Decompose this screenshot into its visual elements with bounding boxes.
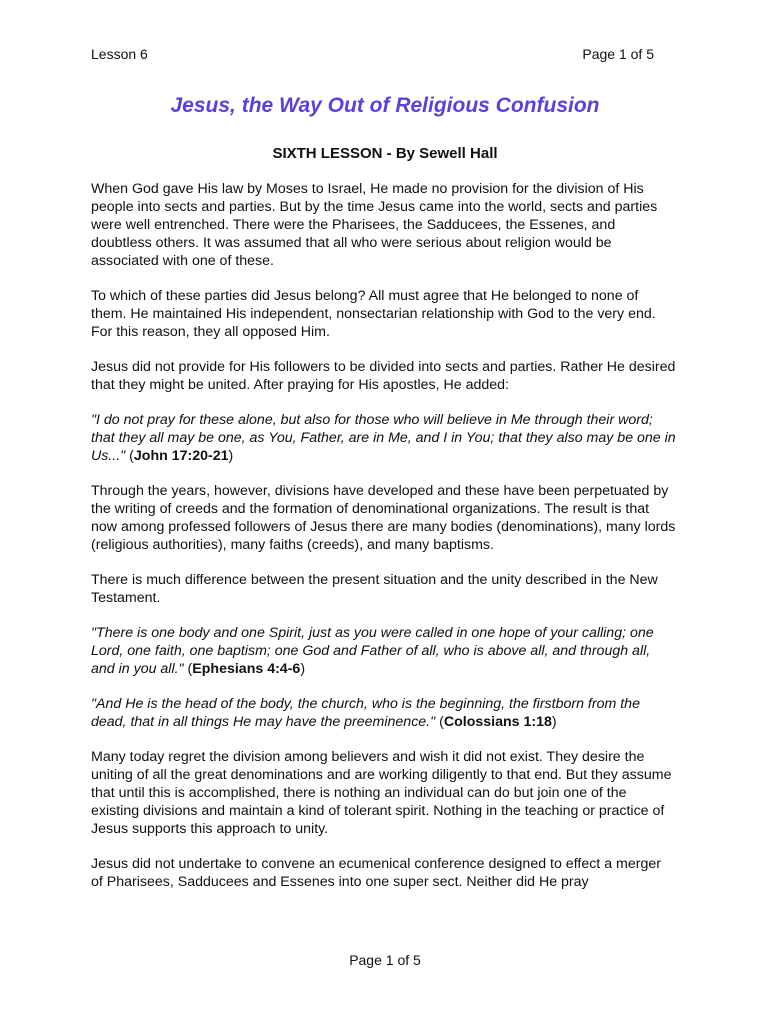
paragraph-6: Many today regret the division among believers and wish it did not exist. They desire the uniting of all the great denominations and are working diligently to that end. But they assume that until this is accomplished, there is nothing an individual can do but join one of the existing divisions and maintain a kind of tolerant spirit. Nothing in the teaching or practice of Jesus supports this approach to unity. — [91, 749, 672, 837]
paragraph-7: Jesus did not undertake to convene an ecumenical conference designed to effect a merger of Pharisees, Sadducees and Essenes into one super sect. Neither did He pray — [91, 856, 661, 890]
reference-text: Ephesians 4:4-6 — [192, 661, 301, 677]
scripture-reference: (Ephesians 4:4-6) — [187, 661, 306, 677]
paragraph-1: When God gave His law by Moses to Israel, He made no provision for the division of His people into sects and parties. But by the time Jesus came into the world, sects and parties were well entrenched. There were the Pharisees, the Sadducees, the Essenes, and doubtless others. It was assumed that all who were serious about religion would be associated with one of these. — [91, 181, 658, 269]
page-footer: Page 1 of 5 — [349, 952, 421, 968]
scripture-quote-3 — [91, 695, 676, 731]
paragraph-3: Jesus did not provide for His followers to be divided into sects and parties. Rather He desired that they might be united. After praying for His apostles, He added: — [91, 359, 676, 393]
document-subtitle: SIXTH LESSON - By Sewell Hall — [272, 145, 498, 162]
header-page-number: Page 1 of 5 — [582, 46, 654, 62]
quote-text: "And He is the head of the body, the church, who is the beginning, the firstborn from the dead, that in all things He may have the preeminence." — [91, 696, 640, 730]
lesson-label: Lesson 6 — [91, 46, 148, 62]
paragraph-4: Through the years, however, divisions have developed and these have been perpetuated by the writing of creeds and the formation of denominational organizations. The result is that now among professed followers of Jesus there are many bodies (denominations), many lords (religious authorities), many faiths (creeds), and many baptisms. — [91, 483, 676, 553]
document-body — [91, 180, 676, 908]
document-title: Jesus, the Way Out of Religious Confusion — [170, 94, 600, 117]
page-header — [91, 46, 654, 62]
reference-text: John 17:20-21 — [133, 448, 229, 464]
paragraph-5: There is much difference between the present situation and the unity described in the New Testament. — [91, 572, 658, 606]
paragraph-2: To which of these parties did Jesus belong? All must agree that He belonged to none of them. He maintained His independent, nonsectarian relationship with God to the very end. For this reason, they all opposed Him. — [91, 288, 656, 340]
scripture-quote-1 — [91, 411, 676, 465]
scripture-reference: (John 17:20-21) — [129, 448, 234, 464]
reference-text: Colossians 1:18 — [443, 714, 552, 730]
quote-text: "I do not pray for these alone, but also for those who will believe in Me through their word; that they all may be one, as You, Father, are in Me, and I in You; that they also may be one in Us..." — [91, 412, 676, 464]
scripture-quote-2 — [91, 624, 676, 678]
quote-text: "There is one body and one Spirit, just as you were called in one hope of your calling; one Lord, one faith, one baptism; one God and Father of all, who is above all, and through all, and in you all." — [91, 625, 654, 677]
scripture-reference: (Colossians 1:18) — [439, 714, 557, 730]
